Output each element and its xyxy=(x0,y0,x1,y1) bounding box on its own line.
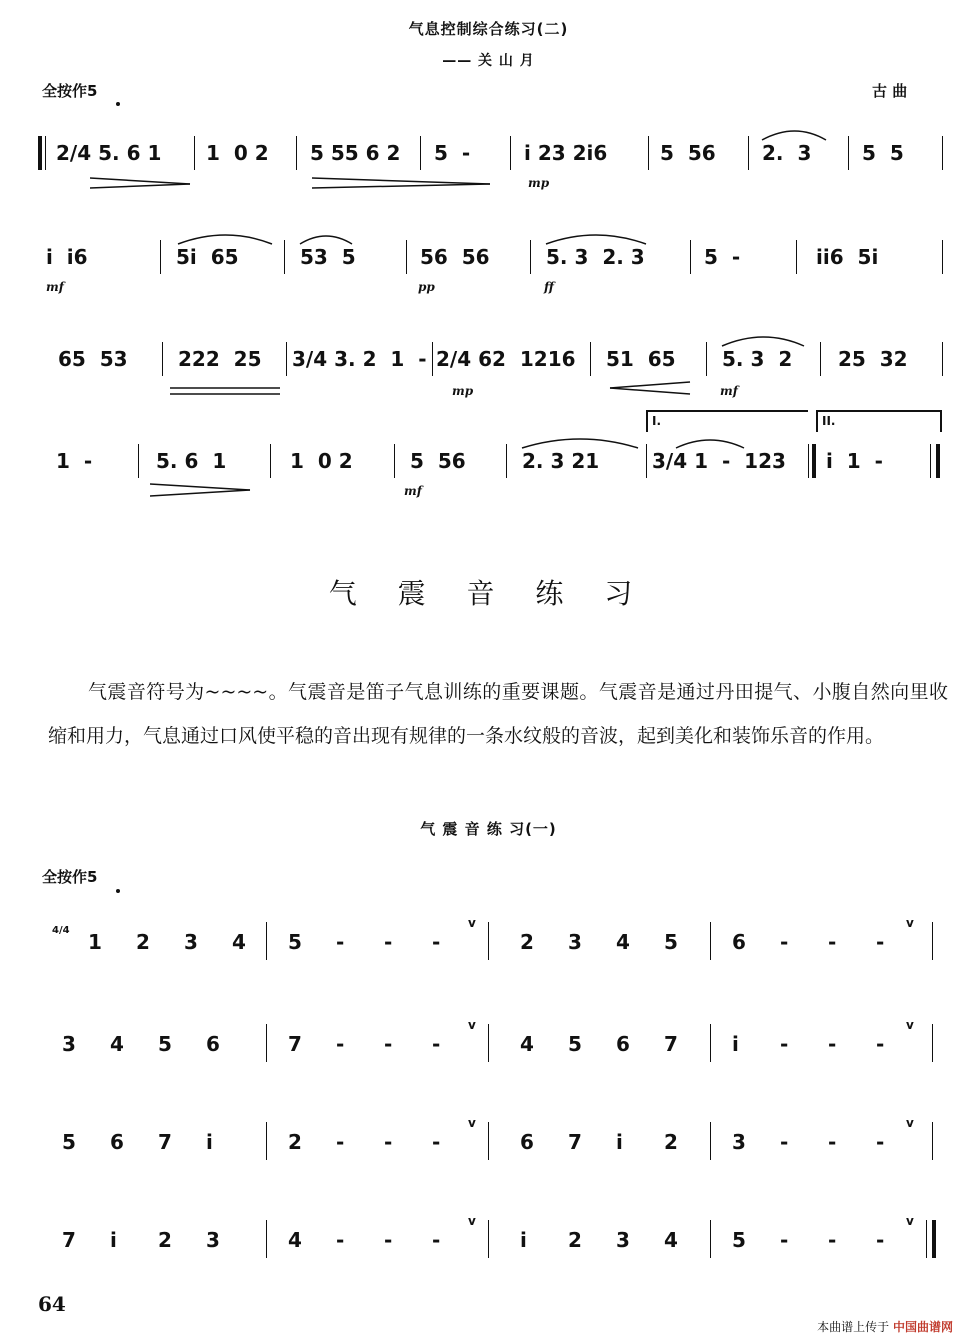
note: 4 xyxy=(520,1032,534,1056)
score-line-4 xyxy=(0,414,977,506)
exercise1-title: 气 震 音 练 习(一) xyxy=(420,820,557,838)
measure: 5. 3 2. 3 xyxy=(546,245,645,269)
note: 3 xyxy=(616,1228,630,1252)
barline xyxy=(266,1122,267,1160)
footer-brand: 中国曲谱网 xyxy=(892,1320,953,1334)
note: 2 xyxy=(136,930,150,954)
barline xyxy=(706,342,707,376)
note: 1 xyxy=(88,930,102,954)
slurs xyxy=(176,232,876,246)
measure: 53 5 xyxy=(300,245,356,269)
measure: 51 65 xyxy=(606,347,676,371)
measure: 5 56 xyxy=(660,141,716,165)
slurs xyxy=(520,436,780,450)
time-signature: 4/4 xyxy=(52,925,70,936)
note: i xyxy=(520,1228,527,1252)
low-octave-dot xyxy=(116,102,120,106)
score-line-3 xyxy=(0,334,977,404)
dash: - xyxy=(336,1130,345,1154)
dash: - xyxy=(828,1130,837,1154)
exercise2-subtitle: —— 关 山 月 xyxy=(442,53,535,69)
note: 5 xyxy=(664,930,678,954)
volta-1 xyxy=(646,410,808,432)
repeat-start-thin xyxy=(45,136,46,170)
dash: - xyxy=(876,1032,885,1056)
barline xyxy=(942,136,943,170)
measure: 5 5 xyxy=(862,141,904,165)
measure: 56 56 xyxy=(420,245,490,269)
dynamic-mp: mp xyxy=(528,176,550,190)
crescendo-hairpin xyxy=(150,480,270,500)
barline xyxy=(648,136,649,170)
breath-mark: v xyxy=(906,1018,914,1032)
dash: - xyxy=(432,930,441,954)
breath-mark: v xyxy=(468,1116,476,1130)
note: 3 xyxy=(568,930,582,954)
note: 4 xyxy=(232,930,246,954)
dash: - xyxy=(828,1228,837,1252)
dash: - xyxy=(336,1228,345,1252)
barline xyxy=(848,136,849,170)
breath-mark: v xyxy=(906,916,914,930)
dynamic-mf: mf xyxy=(46,280,64,294)
measure: 5 55 6 2 xyxy=(310,141,401,165)
sustained-note: 7 xyxy=(288,1032,302,1056)
note: 7 xyxy=(158,1130,172,1154)
note: 6 xyxy=(520,1130,534,1154)
barline xyxy=(506,444,507,478)
dash: - xyxy=(336,930,345,954)
measure: 2/4 62 1216 xyxy=(436,347,576,371)
exercise2-fingering: 全按作5 xyxy=(42,82,98,100)
measure: 65 53 xyxy=(58,347,128,371)
measure: 5 - xyxy=(434,141,471,165)
barline xyxy=(296,136,297,170)
sustained-note: i xyxy=(732,1032,739,1056)
vibrato-wave xyxy=(296,1016,456,1024)
section-title: 气 震 音 练 习 xyxy=(328,577,649,610)
dash: - xyxy=(876,1130,885,1154)
barline xyxy=(488,922,489,960)
note: i xyxy=(206,1130,213,1154)
dynamic-mf: mf xyxy=(404,484,422,498)
barline xyxy=(270,444,271,478)
dash: - xyxy=(384,1130,393,1154)
measure: 5i 65 xyxy=(176,245,239,269)
dash: - xyxy=(336,1032,345,1056)
measure: ii6 5i xyxy=(816,245,879,269)
measure: 1 - xyxy=(56,449,93,473)
vibrato-wave xyxy=(738,914,898,922)
exercise1-row xyxy=(0,1018,977,1110)
measure: i i6 xyxy=(46,245,88,269)
sustained-note: 3 xyxy=(732,1130,746,1154)
barline xyxy=(942,240,943,274)
slur xyxy=(720,334,810,348)
breath-mark: v xyxy=(906,1116,914,1130)
dynamic-ff: ff xyxy=(544,280,554,294)
final-thin-bar xyxy=(930,444,931,478)
exercise1-fingering: 全按作5 xyxy=(42,868,98,886)
measure: 1 0 2 xyxy=(290,449,353,473)
final-thick-bar xyxy=(936,444,940,478)
sustained-note: 6 xyxy=(732,930,746,954)
note: 5 xyxy=(158,1032,172,1056)
barline xyxy=(932,922,933,960)
note: 6 xyxy=(110,1130,124,1154)
final-thick-bar xyxy=(932,1220,936,1258)
footer xyxy=(817,1318,953,1335)
note: 5 xyxy=(62,1130,76,1154)
note: 7 xyxy=(62,1228,76,1252)
barline xyxy=(394,444,395,478)
measure: 3/4 3. 2 1 - xyxy=(292,347,427,371)
vibrato-wave xyxy=(296,1212,456,1220)
measure: 25 32 xyxy=(838,347,908,371)
dash: - xyxy=(432,1032,441,1056)
volta-2 xyxy=(816,410,942,432)
vibrato-wave xyxy=(738,1016,898,1024)
note: 4 xyxy=(616,930,630,954)
barline xyxy=(162,342,163,376)
vibrato-wave xyxy=(738,1212,898,1220)
sustained-note: 2 xyxy=(288,1130,302,1154)
barline xyxy=(942,342,943,376)
dash: - xyxy=(828,1032,837,1056)
measure: i 1 - xyxy=(826,449,883,473)
measure: 2/4 5. 6 1 xyxy=(56,141,162,165)
note: 6 xyxy=(206,1032,220,1056)
footer-prefix: 本曲谱上传于 xyxy=(817,1320,890,1334)
dynamic-pp: pp xyxy=(418,280,435,294)
note: 3 xyxy=(184,930,198,954)
measure: 3/4 1 - 123 xyxy=(652,449,786,473)
barline xyxy=(710,1024,711,1062)
note: 6 xyxy=(616,1032,630,1056)
barline xyxy=(710,922,711,960)
exercise2-title: 气息控制综合练习(二) xyxy=(408,20,569,38)
exercise1-row xyxy=(0,916,977,1008)
dash: - xyxy=(780,930,789,954)
volta-2-label: II. xyxy=(822,414,836,428)
barline xyxy=(710,1220,711,1258)
barline xyxy=(932,1122,933,1160)
barline xyxy=(266,1024,267,1062)
vibrato-wave xyxy=(296,1114,456,1122)
measure: i 23 2i6 xyxy=(524,141,608,165)
dash: - xyxy=(828,930,837,954)
dash: - xyxy=(780,1130,789,1154)
barline xyxy=(710,1122,711,1160)
barline xyxy=(160,240,161,274)
barline xyxy=(510,136,511,170)
exercise1-row xyxy=(0,1214,977,1306)
note: 4 xyxy=(664,1228,678,1252)
exercise2-composer: 古 曲 xyxy=(872,82,908,100)
dash: - xyxy=(876,930,885,954)
measure: 1 0 2 xyxy=(206,141,269,165)
dash: - xyxy=(384,1032,393,1056)
barline xyxy=(590,342,591,376)
breath-mark: v xyxy=(468,916,476,930)
note: 2 xyxy=(664,1130,678,1154)
measure: 5 56 xyxy=(410,449,466,473)
barline xyxy=(138,444,139,478)
barline xyxy=(820,342,821,376)
slur xyxy=(760,128,830,142)
barline xyxy=(432,342,433,376)
dynamic-mp: mp xyxy=(452,384,474,398)
sustained-note: 5 xyxy=(732,1228,746,1252)
barline xyxy=(266,922,267,960)
barline xyxy=(932,1024,933,1062)
dash: - xyxy=(432,1228,441,1252)
note: 3 xyxy=(62,1032,76,1056)
vibrato-wave xyxy=(738,1114,898,1122)
measure: 5 - xyxy=(704,245,741,269)
crescendo-hairpins xyxy=(90,172,510,192)
measure: 2. 3 21 xyxy=(522,449,600,473)
breath-mark: v xyxy=(906,1214,914,1228)
note: 2 xyxy=(568,1228,582,1252)
dash: - xyxy=(876,1228,885,1252)
volta-1-label: I. xyxy=(652,414,662,428)
measure: 222 25 xyxy=(178,347,262,371)
repeat-end-bar xyxy=(812,444,816,478)
barline xyxy=(488,1220,489,1258)
note: 2 xyxy=(158,1228,172,1252)
barline xyxy=(420,136,421,170)
dash: - xyxy=(780,1228,789,1252)
sustained-note: 4 xyxy=(288,1228,302,1252)
note: 5 xyxy=(568,1032,582,1056)
barline xyxy=(194,136,195,170)
barline xyxy=(266,1220,267,1258)
note: 3 xyxy=(206,1228,220,1252)
barline xyxy=(286,342,287,376)
dash: - xyxy=(432,1130,441,1154)
barline xyxy=(488,1024,489,1062)
note: 7 xyxy=(568,1130,582,1154)
note: 2 xyxy=(520,930,534,954)
measure: 5. 3 2 xyxy=(722,347,793,371)
final-thin-bar xyxy=(926,1220,927,1258)
note: 7 xyxy=(664,1032,678,1056)
breath-mark: v xyxy=(468,1018,476,1032)
repeat-end-thin xyxy=(808,444,809,478)
section-paragraph: 气震音符号为~~~~。气震音是笛子气息训练的重要课题。气震音是通过丹田提气、小腹自然向里收缩和用力，气息通过口风使平稳的音出现有规律的一条水纹般的音波，起到美化和装饰乐音的作用。 xyxy=(48,681,948,747)
barline xyxy=(748,136,749,170)
measure: 5. 6 1 xyxy=(156,449,227,473)
breath-mark: v xyxy=(468,1214,476,1228)
note: i xyxy=(110,1228,117,1252)
dash: - xyxy=(384,930,393,954)
score-line-1 xyxy=(0,128,977,198)
vibrato-wave xyxy=(296,914,456,922)
low-octave-dot xyxy=(116,889,120,893)
barline xyxy=(488,1122,489,1160)
dash: - xyxy=(384,1228,393,1252)
note: i xyxy=(616,1130,623,1154)
sustained-note: 5 xyxy=(288,930,302,954)
measure: 2. 3 xyxy=(762,141,812,165)
exercise1-row xyxy=(0,1116,977,1208)
page-number: 64 xyxy=(38,1292,66,1316)
dynamic-mf: mf xyxy=(720,384,738,398)
repeat-start-bar xyxy=(38,136,42,170)
score-line-2 xyxy=(0,232,977,302)
note: 4 xyxy=(110,1032,124,1056)
dash: - xyxy=(780,1032,789,1056)
